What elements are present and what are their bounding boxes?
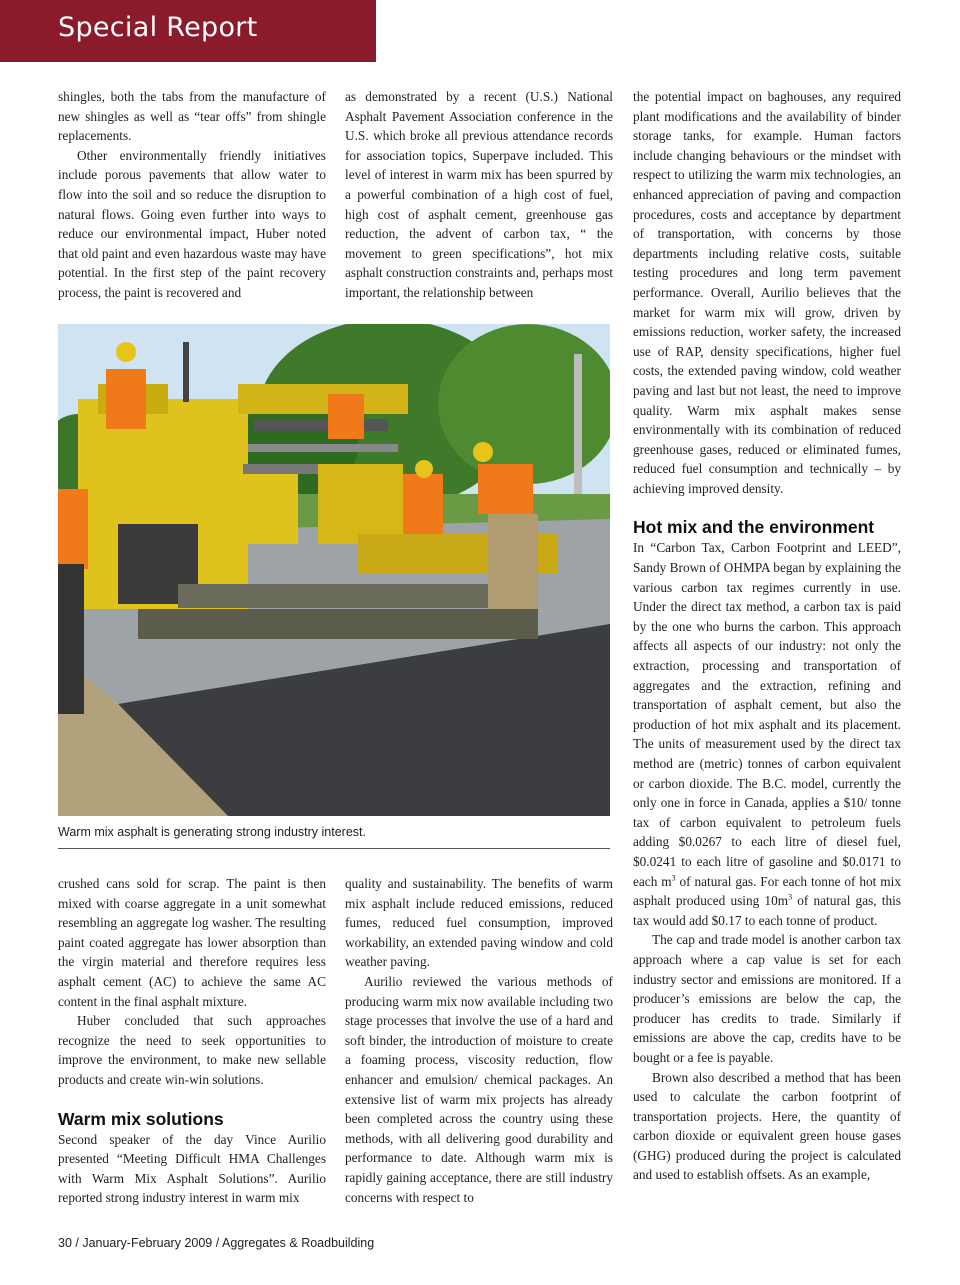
paragraph: quality and sustainability. The benefits of warm mix asphalt include reduced emissions, reduced fumes, reduced fuel consumption, improved workability, an extended paving window and cold weather paving.: [345, 876, 613, 970]
column-2-top: [345, 87, 613, 303]
column-1-bottom: [58, 874, 326, 1208]
section-heading-hot-mix: Hot mix and the environment: [633, 517, 875, 538]
column-2-bottom: [345, 874, 613, 1207]
section-banner: [0, 0, 376, 62]
paragraph: crushed cans sold for scrap. The paint is then mixed with coarse aggregate in a unit somewhat resembling an aggregate log washer. The resulting paint coated aggregate has lower absorption than the virgin material and therefore requires less asphalt cement (AC) to achieve the same AC content in the final asphalt mixture.: [58, 876, 326, 1009]
section-heading-warm-mix: Warm mix solutions: [58, 1108, 224, 1129]
paragraph: Second speaker of the day Vince Aurilio presented “Meeting Difficult HMA Challenges with Warm Mix Asphalt Solutions”. Aurilio reported strong industry interest in warm mix: [58, 1131, 326, 1206]
photo-caption: Warm mix asphalt is generating strong industry interest.: [58, 825, 366, 839]
paragraph: In “Carbon Tax, Carbon Footprint and LEED”, Sandy Brown of OHMPA began by explaining the various carbon tax regimes currently in use. Under the direct tax method, a carbon tax is paid by the one who burns the carbon. This approach affects all aspects of our industry: not only the extraction, processing and transportation of aggregates and the extraction, refining and transportation of asphalt cement, but also the production of hot mix asphalt and its placement. The units of measurement used by the direct tax method are (metric) tonnes of carbon equivalent or carbon dioxide. The B.C. model, currently the only one in force in Canada, applies a $10/ tonne tax of carbon equivalent to petroleum fuels adding $0.0267 to each litre of diesel fuel, $0.0241 to each litre of gasoline and $0.0171 to each $m^3$ of natural gas. For each tonne of hot mix asphalt produced using $10m^3$ of natural gas, this tax would add $0.17 to each tonne of product.: [633, 540, 901, 928]
paragraph: Brown also described a method that has been used to calculate the carbon footprint of transportation projects. Here, the quantity of carbon dioxide or equivalent green house gases (GHG) produced during the project is calculated and used to establish offsets. As an example,: [633, 1069, 901, 1183]
section-title: Special Report: [58, 12, 258, 43]
caption-divider: [58, 848, 610, 849]
paving-machine-photo: [58, 324, 610, 816]
paragraph: shingles, both the tabs from the manufacture of new shingles as well as “tear offs” from shingle replacements.: [58, 89, 326, 144]
paragraph: as demonstrated by a recent (U.S.) National Asphalt Pavement Association conference in the U.S. which broke all previous attendance records for association topics, Superpave included. This level of interest in warm mix has been spurred by a powerful combination of a high cost of fuel, high cost of asphalt cement, greenhouse gas reduction, the advent of carbon tax, “ the movement to green specifications”, hot mix asphalt construction constraints and, perhaps most important, the relationship between: [345, 89, 613, 300]
paragraph: The cap and trade model is another carbon tax approach where a cap value is set for each industry sector and emissions are monitored. If a producer’s emissions are below the cap, the producer has credits to trade. Similarly if emissions are above the cap, credits have to be bought or a fee is payable.: [633, 932, 901, 1065]
page-footer: 30 / January-February 2009 / Aggregates & Roadbuilding: [58, 1236, 375, 1250]
column-3: [633, 87, 901, 1185]
paragraph: Other environmentally friendly initiatives include porous pavements that allow water to flow into the soil and so reduce the disruption to natural flows. Going even further into ways to reduce our environmental impact, Huber noted that old paint and even hazardous waste may have potential. In the first step of the paint recovery process, the paint is recovered and: [58, 147, 326, 300]
column-1-top: [58, 87, 326, 303]
paragraph: the potential impact on baghouses, any required plant modifications and the availability of binder storage tanks, for example. Human factors include changing behaviours or the mindset with respect to utilizing the warm mix technologies, an enhanced appreciation of paving and compaction procedures, costs and acceptance by department of transportation, with concerns by those departments including relative costs, suitable testing procedures and long term pavement performance. Overall, Aurilio believes that the market for warm mix will grow, driven by emissions reduction, worker safety, the increased use of RAP, density specifications, higher fuel costs, the extended paving window, cold weather paving and last but not least, the need to improve quality. Warm mix asphalt makes sense environmentally with its combination of reduced greenhouse gases, reduced or eliminated fumes, reduced fuel consumption and technically – by achieving improved density.: [633, 89, 901, 496]
paragraph: Huber concluded that such approaches recognize the need to seek opportunities to improve the environment, to make new sellable products and create win-win solutions.: [58, 1013, 326, 1087]
paragraph: Aurilio reviewed the various methods of producing warm mix now available including two stage processes that involve the use of a hard and soft binder, the introduction of moisture to create a foaming process, viscosity reduction, flow enhancer and emulsion/ chemical packages. An extensive list of warm mix projects has already been completed across the country using these methods, with all delivering good durability and performance to date. Although warm mix is rapidly gaining acceptance, there are still industry concerns with respect to: [345, 973, 613, 1205]
